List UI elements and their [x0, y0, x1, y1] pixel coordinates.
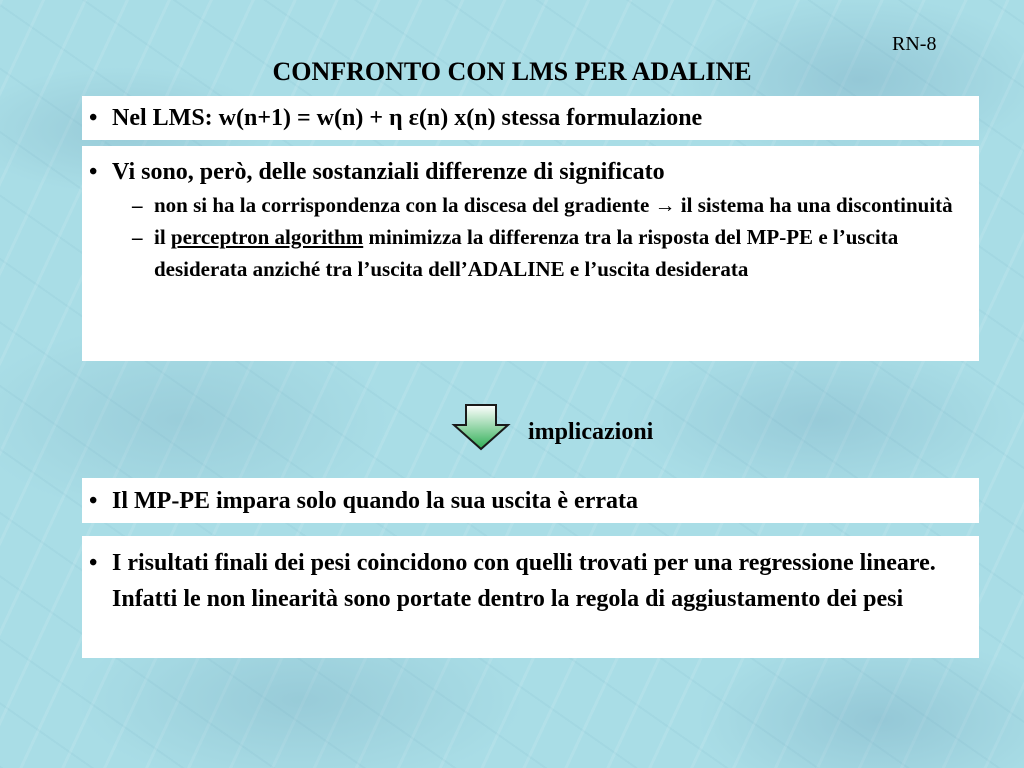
sub-bullet-marker: –	[132, 193, 143, 217]
bullet-box-results	[82, 536, 979, 658]
slide-title	[0, 57, 1024, 87]
implications-row	[450, 403, 710, 453]
sub-bullet-perceptron	[82, 221, 979, 285]
implications-label: implicazioni	[528, 419, 654, 445]
perceptron-algorithm-link[interactable]: perceptron algorithm	[170, 225, 364, 249]
bullet-text: Il MP-PE impara solo quando la sua uscita è errata	[112, 488, 638, 514]
bullet-item	[82, 483, 979, 519]
bullet-marker: •	[89, 105, 98, 131]
sub-bullet-text: minimizza la differenza tra la risposta del MP-PE e l’uscita desiderata anziché tra l’uscita dell’ADALINE e l’uscita desiderata	[154, 225, 899, 281]
bullet-text: Nel LMS: w(n+1) = w(n) + η ε(n) x(n) stessa formulazione	[112, 105, 703, 131]
bullet-text: Vi sono, però, delle sostanziali differenze di significato	[112, 159, 665, 185]
bullet-item	[82, 100, 979, 136]
bullet-marker: •	[89, 159, 98, 185]
bullet-text: I risultati finali dei pesi coincidono con quelli trovati per una regressione lineare. Infatti le non linearità sono portate dentro la regola di aggiustamento dei pesi	[112, 550, 936, 612]
sub-bullet-gradient	[82, 189, 979, 221]
slide-title-text: CONFRONTO CON LMS PER ADALINE	[272, 57, 752, 86]
bullet-item	[82, 154, 979, 190]
bullet-marker: •	[89, 488, 98, 514]
slide-number: RN-8	[892, 33, 937, 55]
sub-bullet-prefix: il	[154, 225, 171, 249]
bullet-box-lms	[82, 96, 979, 140]
bullet-marker: •	[89, 550, 98, 576]
sub-bullet-text: non si ha la corrispondenza con la discesa del gradiente → il sistema ha una discontinuità	[154, 193, 953, 217]
bullet-item	[82, 545, 979, 617]
sub-bullet-marker: –	[132, 225, 143, 249]
bullet-box-mppe	[82, 478, 979, 523]
bullet-box-differences	[82, 146, 979, 361]
down-arrow-icon	[450, 403, 512, 451]
